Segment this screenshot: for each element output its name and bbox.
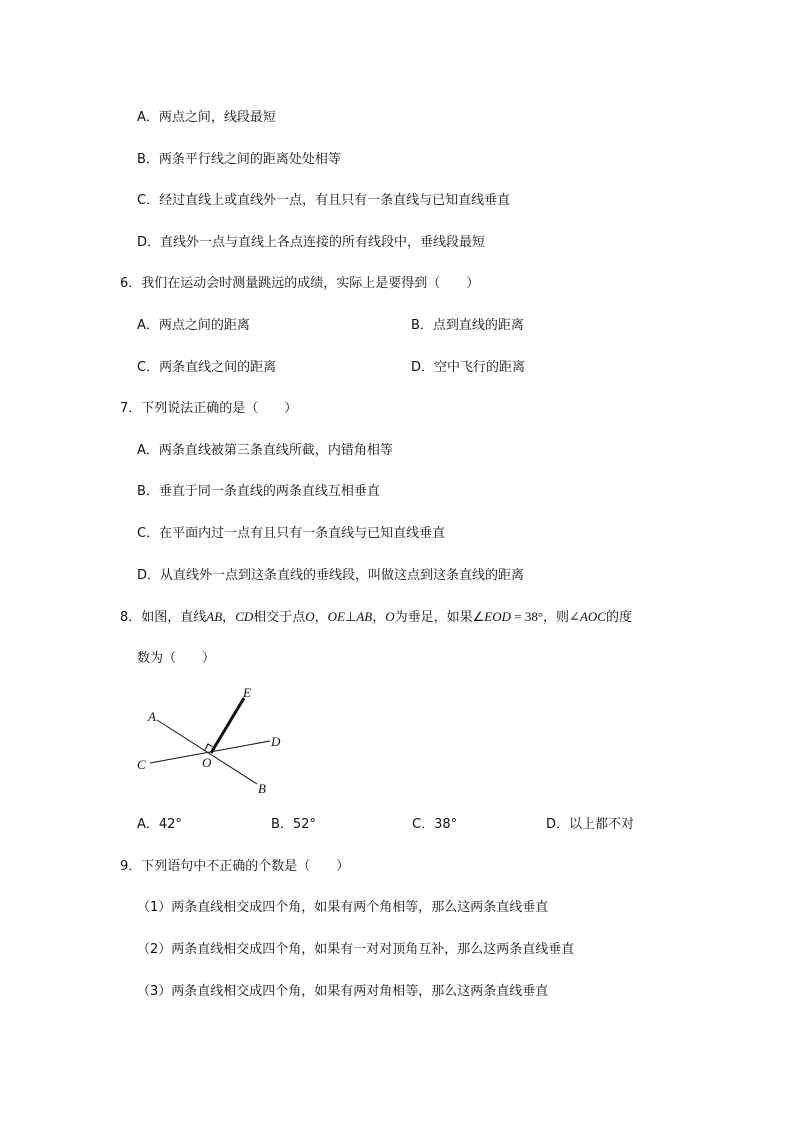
label-d: D: [271, 734, 281, 749]
label-b: B: [258, 781, 266, 796]
q7-option-d: D．从直线外一点到这条直线的垂线段，叫做这点到这条直线的距离: [137, 568, 525, 583]
q8-option-c: C．38°: [412, 817, 458, 832]
q8-stem-line2: 数为（ ）: [137, 651, 216, 666]
q6-option-d: D．空中飞行的距离: [411, 360, 526, 375]
ray-oe: [211, 698, 244, 753]
q7-option-b: B．垂直于同一条直线的两条直线互相垂直: [137, 484, 380, 499]
label-o: O: [202, 755, 212, 770]
q9-item-3: （3）两条直线相交成四个角，如果有两对角相等，那么这两条直线垂直: [137, 984, 549, 999]
label-c: C: [137, 757, 146, 772]
q7-option-a: A．两条直线被第三条直线所截，内错角相等: [137, 443, 393, 458]
label-a: A: [148, 709, 156, 724]
q6-option-c: C．两条直线之间的距离: [137, 360, 277, 375]
q9-item-2: （2）两条直线相交成四个角，如果有一对对顶角互补，那么这两条直线垂直: [137, 942, 575, 957]
q8-figure: [130, 680, 290, 800]
q9-stem: 9．下列语句中不正确的个数是（ ）: [120, 859, 350, 874]
label-e: E: [243, 685, 251, 700]
q5-option-a: A．两点之间，线段最短: [137, 110, 276, 125]
q7-option-c: C．在平面内过一点有且只有一条直线与已知直线垂直: [137, 526, 446, 541]
q5-option-c: C．经过直线上或直线外一点，有且只有一条直线与已知直线垂直: [137, 193, 511, 208]
q6-option-a: A．两点之间的距离: [137, 318, 250, 333]
q8-option-d: D．以上都不对: [546, 817, 635, 832]
line-ab: [157, 720, 257, 784]
q9-item-1: （1）两条直线相交成四个角，如果有两个角相等，那么这两条直线垂直: [137, 900, 549, 915]
q6-option-b: B．点到直线的距离: [411, 318, 524, 333]
q5-option-d: D．直线外一点与直线上各点连接的所有线段中，垂线段最短: [137, 235, 486, 250]
q8-option-a: A．42°: [137, 817, 182, 832]
q7-stem: 7．下列说法正确的是（ ）: [120, 401, 298, 416]
q5-option-b: B．两条平行线之间的距离处处相等: [137, 152, 341, 167]
q8-option-b: B．52°: [271, 817, 316, 832]
q6-stem: 6．我们在运动会时测量跳远的成绩，实际上是要得到（ ）: [120, 276, 480, 291]
q8-stem-line1: 8．如图，直线AB，CD相交于点O，OE⊥AB，O为垂足，如果∠EOD = 38°，则∠AOC的度: [120, 609, 632, 625]
